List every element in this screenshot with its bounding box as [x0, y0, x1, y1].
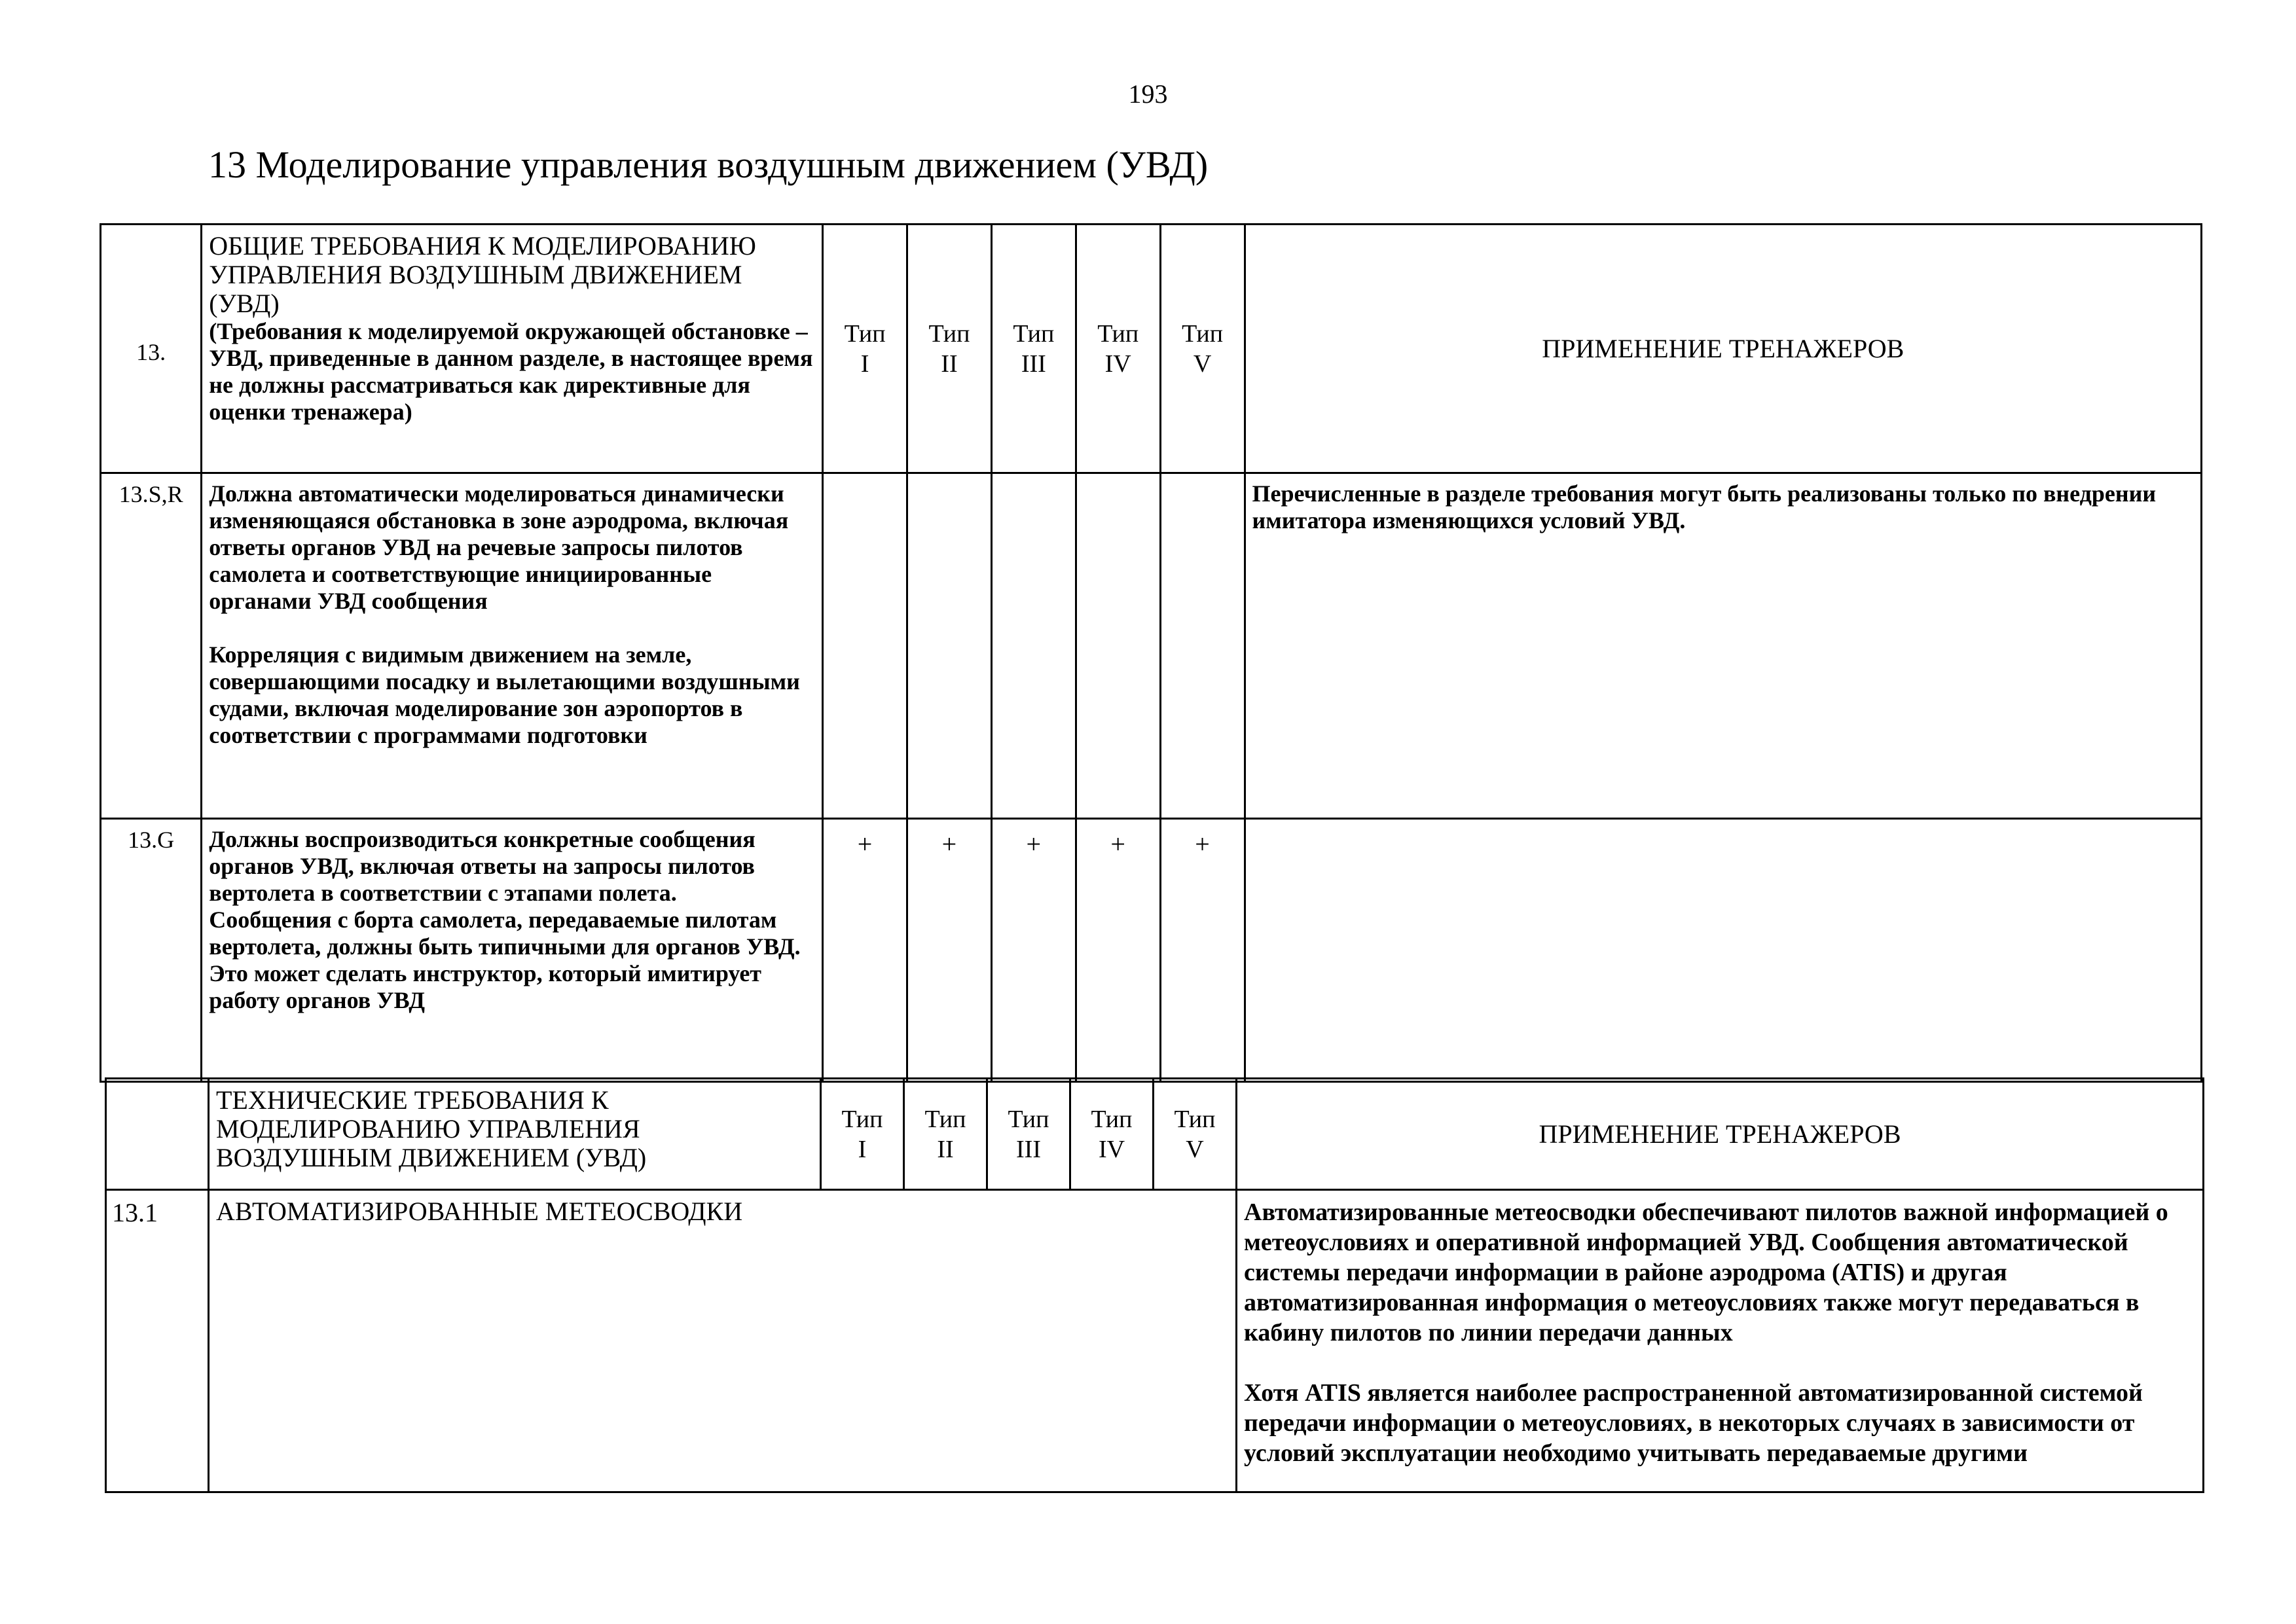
type-1-mark: +: [823, 819, 907, 1082]
general-number: 13.: [101, 225, 202, 473]
apply-text: Автоматизированные метеосводки обеспечивают пилотов важной информацией о метеоусловиях и оперативной информацией УВД. Сообщения автоматической системы передачи информации в районе аэродрома (ATIS) и другая автоматизированная информация о метеоусловиях также могут передаваться в кабину пилотов по линии передачи данных: [1244, 1199, 2168, 1346]
table-row: [101, 473, 2202, 819]
technical-title: ТЕХНИЧЕСКИЕ ТРЕБОВАНИЯ К МОДЕЛИРОВАНИЮ УПРАВЛЕНИЯ ВОЗДУШНЫМ ДВИЖЕНИЕМ (УВД): [216, 1085, 647, 1172]
apply-text: [1245, 819, 2201, 1082]
apply-header: ПРИМЕНЕНИЕ ТРЕНАЖЕРОВ: [1245, 225, 2201, 473]
section-heading: 13 Моделирование управления воздушным движением (УВД): [208, 143, 1209, 186]
table-row: [106, 1190, 2204, 1492]
row-number: 13.1: [106, 1190, 209, 1492]
apply-text: Перечисленные в разделе требования могут быть реализованы только по внедрении имитатора изменяющихся условий УВД.: [1245, 473, 2201, 819]
requirement-text: Корреляция с видимым движением на земле, совершающими посадку и вылетающими воздушными судами, включая моделирование зон аэропортов в соответствии с программами подготовки: [209, 641, 800, 748]
type-5-header: Тип V: [1154, 1079, 1237, 1190]
requirement-cell: [202, 819, 823, 1082]
requirement-text: Должна автоматически моделироваться динамически изменяющаяся обстановка в зоне аэродрома, включая ответы органов УВД на речевые запросы пилотов самолета и соответствующие инициированные органами УВД сообщения: [209, 480, 789, 614]
table-row: [101, 819, 2202, 1082]
apply-text: Хотя ATIS является наиболее распространенной автоматизированной системой передачи информации о метеоусловиях, в некоторых случаях в зависимости от условий эксплуатации необходимо учитывать передаваемые другими: [1244, 1379, 2143, 1467]
type-1-header: Тип I: [823, 225, 907, 473]
technical-requirements-table: [105, 1077, 2204, 1493]
type-3-mark: +: [991, 819, 1076, 1082]
general-title-cell: [202, 225, 823, 473]
row-number: 13.S,R: [101, 473, 202, 819]
type-1-header: Тип I: [821, 1079, 904, 1190]
type-2-header: Тип II: [904, 1079, 987, 1190]
type-3-header: Тип III: [987, 1079, 1070, 1190]
technical-title-cell: [209, 1079, 821, 1190]
row-number: 13.G: [101, 819, 202, 1082]
technical-header-row: [106, 1079, 2204, 1190]
type-4-header: Тип IV: [1070, 1079, 1154, 1190]
type-3-header: Тип III: [991, 225, 1076, 473]
type-5-mark: [1160, 473, 1245, 819]
type-3-mark: [991, 473, 1076, 819]
general-header-row: [101, 225, 2202, 473]
type-4-header: Тип IV: [1076, 225, 1160, 473]
type-4-mark: [1076, 473, 1160, 819]
type-5-header: Тип V: [1160, 225, 1245, 473]
general-note: (Требования к моделируемой окружающей обстановке – УВД, приведенные в данном разделе, в настоящее время не должны рассматриваться как директивные для оценки тренажера): [209, 318, 813, 425]
type-4-mark: +: [1076, 819, 1160, 1082]
technical-number: [106, 1079, 209, 1190]
apply-header: ПРИМЕНЕНИЕ ТРЕНАЖЕРОВ: [1237, 1079, 2204, 1190]
type-2-mark: [907, 473, 992, 819]
apply-cell: [1237, 1190, 2204, 1492]
type-2-header: Тип II: [907, 225, 992, 473]
requirement-title: АВТОМАТИЗИРОВАННЫЕ МЕТЕОСВОДКИ: [216, 1197, 743, 1226]
type-5-mark: +: [1160, 819, 1245, 1082]
page-number: 193: [1128, 79, 1168, 109]
requirement-cell: [209, 1190, 1237, 1492]
general-requirements-table: [100, 223, 2202, 1083]
requirement-cell: [202, 473, 823, 819]
type-2-mark: +: [907, 819, 992, 1082]
type-1-mark: [823, 473, 907, 819]
requirement-text: Должны воспроизводиться конкретные сообщения органов УВД, включая ответы на запросы пилотов вертолета в соответствии с этапами полета.: [209, 826, 756, 906]
general-title: ОБЩИЕ ТРЕБОВАНИЯ К МОДЕЛИРОВАНИЮ УПРАВЛЕНИЯ ВОЗДУШНЫМ ДВИЖЕНИЕМ (УВД): [209, 231, 756, 318]
requirement-text: Сообщения с борта самолета, передаваемые пилотам вертолета, должны быть типичными для органов УВД. Это может сделать инструктор, который имитирует работу органов УВД: [209, 907, 801, 1013]
